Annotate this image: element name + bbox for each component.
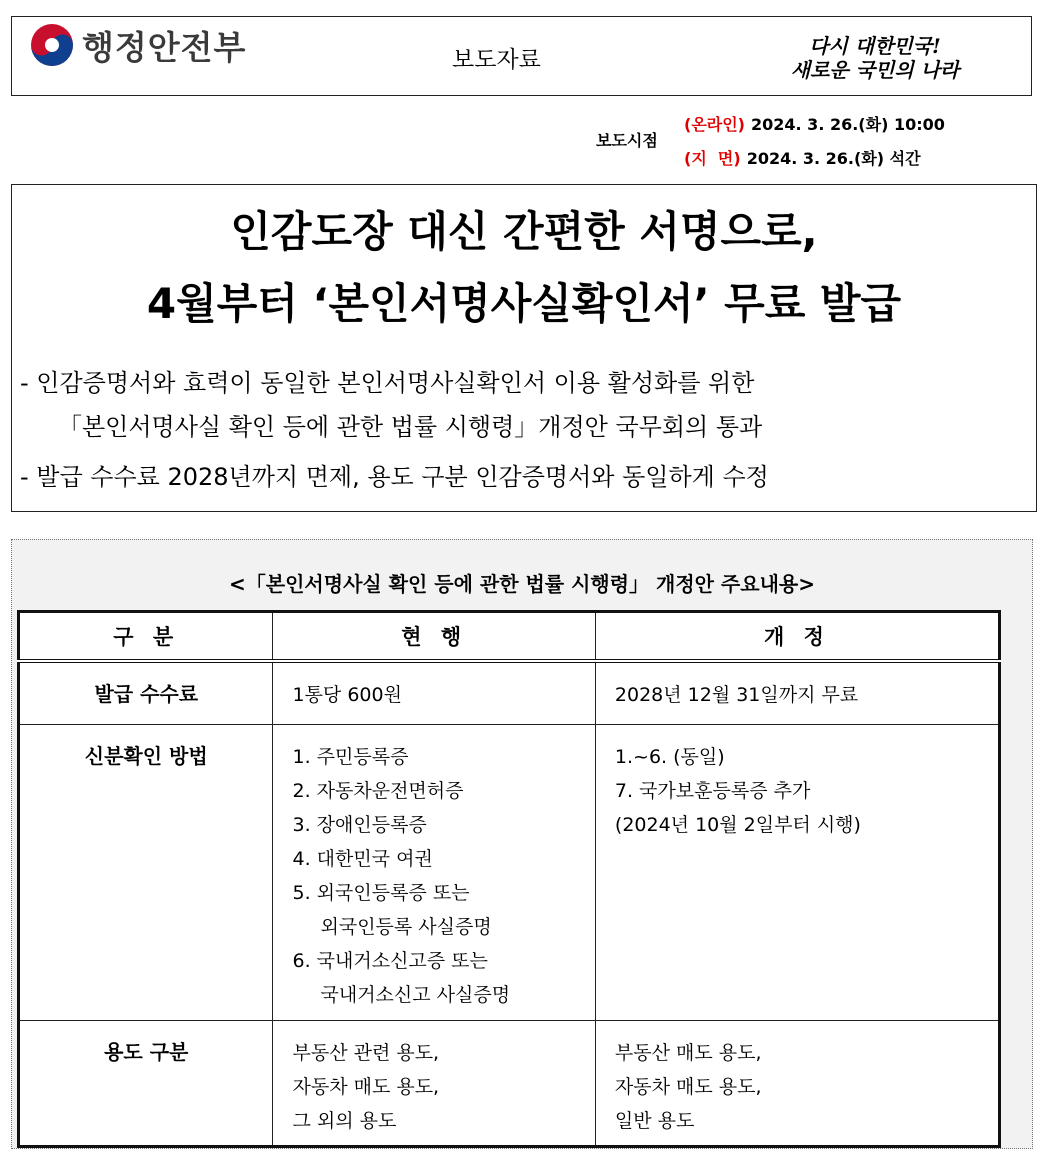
cell-line: 그 외의 용도: [292, 1109, 397, 1132]
cell-line: 1.~6. (동일): [614, 745, 725, 768]
table-header-row: [19, 612, 1000, 662]
cell-line: 부동산 매도 용도,: [614, 1041, 762, 1064]
release-label: 보도시점: [596, 131, 658, 150]
cell-revised-usage: [595, 1020, 999, 1146]
cell-line: 5. 외국인등록증 또는: [292, 881, 470, 904]
header-revised: 개 정: [595, 612, 999, 662]
table-row: [19, 1020, 1000, 1146]
headline-line1: 인감도장 대신 간편한 서명으로,: [230, 207, 818, 256]
cell-line: 2028년 12월 31일까지 무료: [614, 684, 859, 706]
taegeuk-emblem-icon: [30, 23, 74, 67]
cell-line: 6. 국내거소신고증 또는: [292, 949, 488, 972]
cell-line: 자동차 매도 용도,: [614, 1075, 762, 1098]
slogan-line2: 새로운 국민의 나라: [790, 58, 960, 82]
subtitle-2: 「본인서명사실 확인 등에 관한 법률 시행령」개정안 국무회의 통과: [58, 413, 763, 441]
table-title: <「본인서명사실 확인 등에 관한 법률 시행령」 개정안 주요내용>: [229, 572, 815, 596]
row-label-fee: 발급 수수료: [19, 661, 273, 724]
print-time: 2024. 3. 26.(화) 석간: [746, 149, 921, 168]
cell-line: 3. 장애인등록증: [292, 813, 427, 836]
cell-revised-fee: [595, 661, 999, 724]
subtitle-1: - 인감증명서와 효력이 동일한 본인서명사실확인서 이용 활성화를 위한: [20, 369, 755, 397]
cell-line: 1통당 600원: [292, 684, 402, 706]
cell-line: 7. 국가보훈등록증 추가: [614, 779, 811, 802]
online-time: 2024. 3. 26.(화) 10:00: [751, 115, 945, 134]
cell-line: 부동산 관련 용도,: [292, 1041, 440, 1064]
row-label-id-check: 신분확인 방법: [19, 724, 273, 1020]
ministry-logo: [30, 23, 246, 67]
cell-line: 2. 자동차운전면허증: [292, 779, 464, 802]
row-label-usage: 용도 구분: [19, 1020, 273, 1146]
cell-line: 4. 대한민국 여권: [292, 847, 433, 870]
print-tag: (지 면): [684, 149, 741, 168]
slogan-line1: 다시 대한민국!: [809, 34, 941, 58]
headline-line2: 4월부터 ‘본인서명사실확인서’ 무료 발급: [146, 279, 902, 328]
amendment-table: [17, 610, 1001, 1148]
release-online: [684, 112, 945, 135]
cell-line: 일반 용도: [614, 1109, 695, 1132]
online-tag: (온라인): [684, 115, 745, 134]
cell-current-usage: [273, 1020, 595, 1146]
cell-line: 외국인등록 사실증명: [320, 915, 492, 938]
cell-revised-id-check: [595, 724, 999, 1020]
cell-line: 자동차 매도 용도,: [292, 1075, 440, 1098]
header-current: 현 행: [273, 612, 595, 662]
cell-line: 1. 주민등록증: [292, 745, 409, 768]
table-row: [19, 661, 1000, 724]
cell-line: 국내거소신고 사실증명: [320, 983, 511, 1006]
headline-box: [11, 184, 1037, 512]
summary-frame: [11, 539, 1033, 1149]
masthead: [11, 16, 1032, 96]
release-print: [684, 146, 921, 169]
cell-current-fee: [273, 661, 595, 724]
table-row: [19, 724, 1000, 1020]
subtitle-3: - 발급 수수료 2028년까지 면제, 용도 구분 인감증명서와 동일하게 수정: [20, 463, 769, 491]
slogan-calligraphy: [765, 29, 975, 83]
cell-current-id-check: [273, 724, 595, 1020]
ministry-name: 행정안전부: [82, 27, 247, 67]
header-category: 구 분: [19, 612, 273, 662]
document-type: 보도자료: [452, 47, 541, 73]
cell-line: (2024년 10월 2일부터 시행): [614, 813, 861, 836]
